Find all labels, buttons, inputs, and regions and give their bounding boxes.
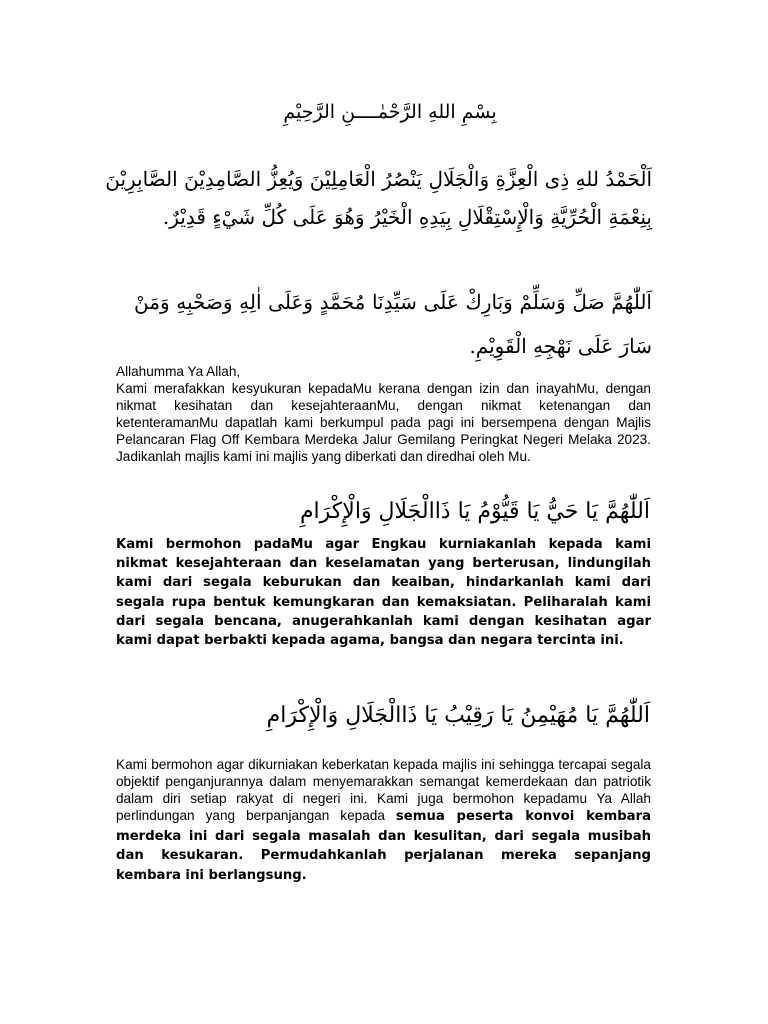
invocation-1: اَللّٰهُمَّ يَا حَيُّ يَا قَيُّوْمُ يَا ذَاالْجَلَالِ وَالْإِكْرَامِ <box>299 499 650 524</box>
salawat-block <box>134 280 652 368</box>
plea-paragraph-2 <box>116 756 651 885</box>
salawat-line-1: اَللّٰهُمَّ صَلِّ وَسَلِّمْ وَبَارِكْ عَلَى سَيِّدِنَا مُحَمَّدٍ وَعَلَى اٰلِهِ وَصَحْبِهِ وَمَنْ <box>134 290 652 314</box>
basmalah: بِسْمِ اللهِ الرَّحْمٰــــنِ الرَّحِيْمِ <box>283 101 497 123</box>
plea-2-bold-text: semua peserta konvoi kembara merdeka ini dari segala masalah dan kesulitan, dari segala musibah dan kesukaran. Permudahkanlah perjalanan mereka sepanjang kembara ini berlangsung. <box>116 809 651 883</box>
opening-salutation: Allahumma Ya Allah, <box>116 364 241 379</box>
plea-paragraph-1: Kami bermohon padaMu agar Engkau kurniakanlah kepada kami nikmat kesejahteraan dan keselamatan yang berterusan, lindungilah kami dari segala keburukan dan keaiban, hindarkanlah kami dari segala rupa bentuk kemungkaran dan kemaksiatan. Peliharalah kami dari segala bencana, anugerahkanlah kami dengan kesihatan agar kami dapat berbakti kepada agama, bangsa dan negara tercinta ini. <box>116 537 651 649</box>
hamdalah-line-2: بِنِعْمَةِ الْحُرِّيَّةِ وَالْإِسْتِقْلَالِ بِيَدِهِ الْخَيْرُ وَهُوَ عَلَى كُلِّ شَيْءٍ قَدِيْرٌ. <box>162 205 652 229</box>
hamdalah-block <box>105 160 652 236</box>
plea-2-regular-text: Kami bermohon agar dikurniakan keberkatan kepada majlis ini sehingga tercapai segala objektif penganjurannya dalam menyemarakkan semangat kemerdekaan dan patriotik dalam diri setiap rakyat di negeri ini. Kami juga bermohon kepadamu Ya Allah perlindungan yang berpanjangan kepada <box>116 757 651 823</box>
opening-paragraph: Kami merafakkan kesyukuran kepadaMu kerana dengan izin dan inayahMu, dengan nikmat kesihatan dan kesejahteraanMu, dengan nikmat ketenangan dan ketenteramanMu dapatlah kami berkumpul pada pagi ini bersempena dengan Majlis Pelancaran Flag Off Kembara Merdeka Jalur Gemilang Peringkat Negeri Melaka 2023. Jadikanlah majlis kami ini majlis yang diberkati dan diredhai oleh Mu. <box>116 381 651 464</box>
hamdalah-line-1: اَلْحَمْدُ للهِ ذِى الْعِزَّةِ وَالْجَلَالِ يَنْصُرُ الْعَامِلِيْنَ وَيُعِزُّ الصَّامِدِيْنَ الصَّابِرِيْنَ <box>105 167 652 191</box>
salawat-line-2: سَارَ عَلَى نَهْجِهِ الْقَوِيْمِ. <box>469 334 652 358</box>
invocation-2: اَللّٰهُمَّ يَا مُهَيْمِنُ يَا رَقِيْبُ يَا ذَاالْجَلَالِ وَالْإِكْرَامِ <box>266 703 650 728</box>
